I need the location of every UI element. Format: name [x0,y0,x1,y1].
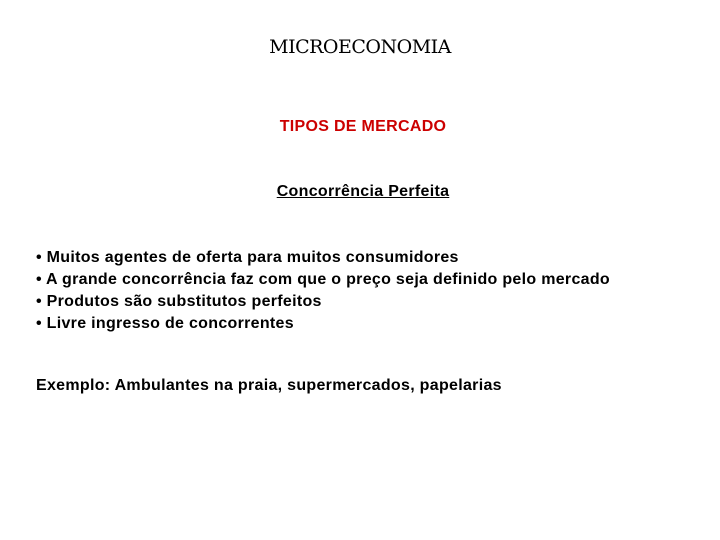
example-text: Exemplo: Ambulantes na praia, supermercados, papelarias [36,377,502,394]
sub-heading: Concorrência Perfeita [276,183,450,200]
bullet-item: • Produtos são substitutos perfeitos [36,293,322,310]
bullet-list [36,247,686,335]
slide-title: MICROECONOMIA [269,36,451,58]
bullet-item: • Livre ingresso de concorrentes [36,315,294,332]
bullet-item: • Muitos agentes de oferta para muitos consumidores [36,249,459,266]
bullet-item: • A grande concorrência faz com que o preço seja definido pelo mercado [36,271,610,288]
section-heading: TIPOS DE MERCADO [279,118,447,135]
